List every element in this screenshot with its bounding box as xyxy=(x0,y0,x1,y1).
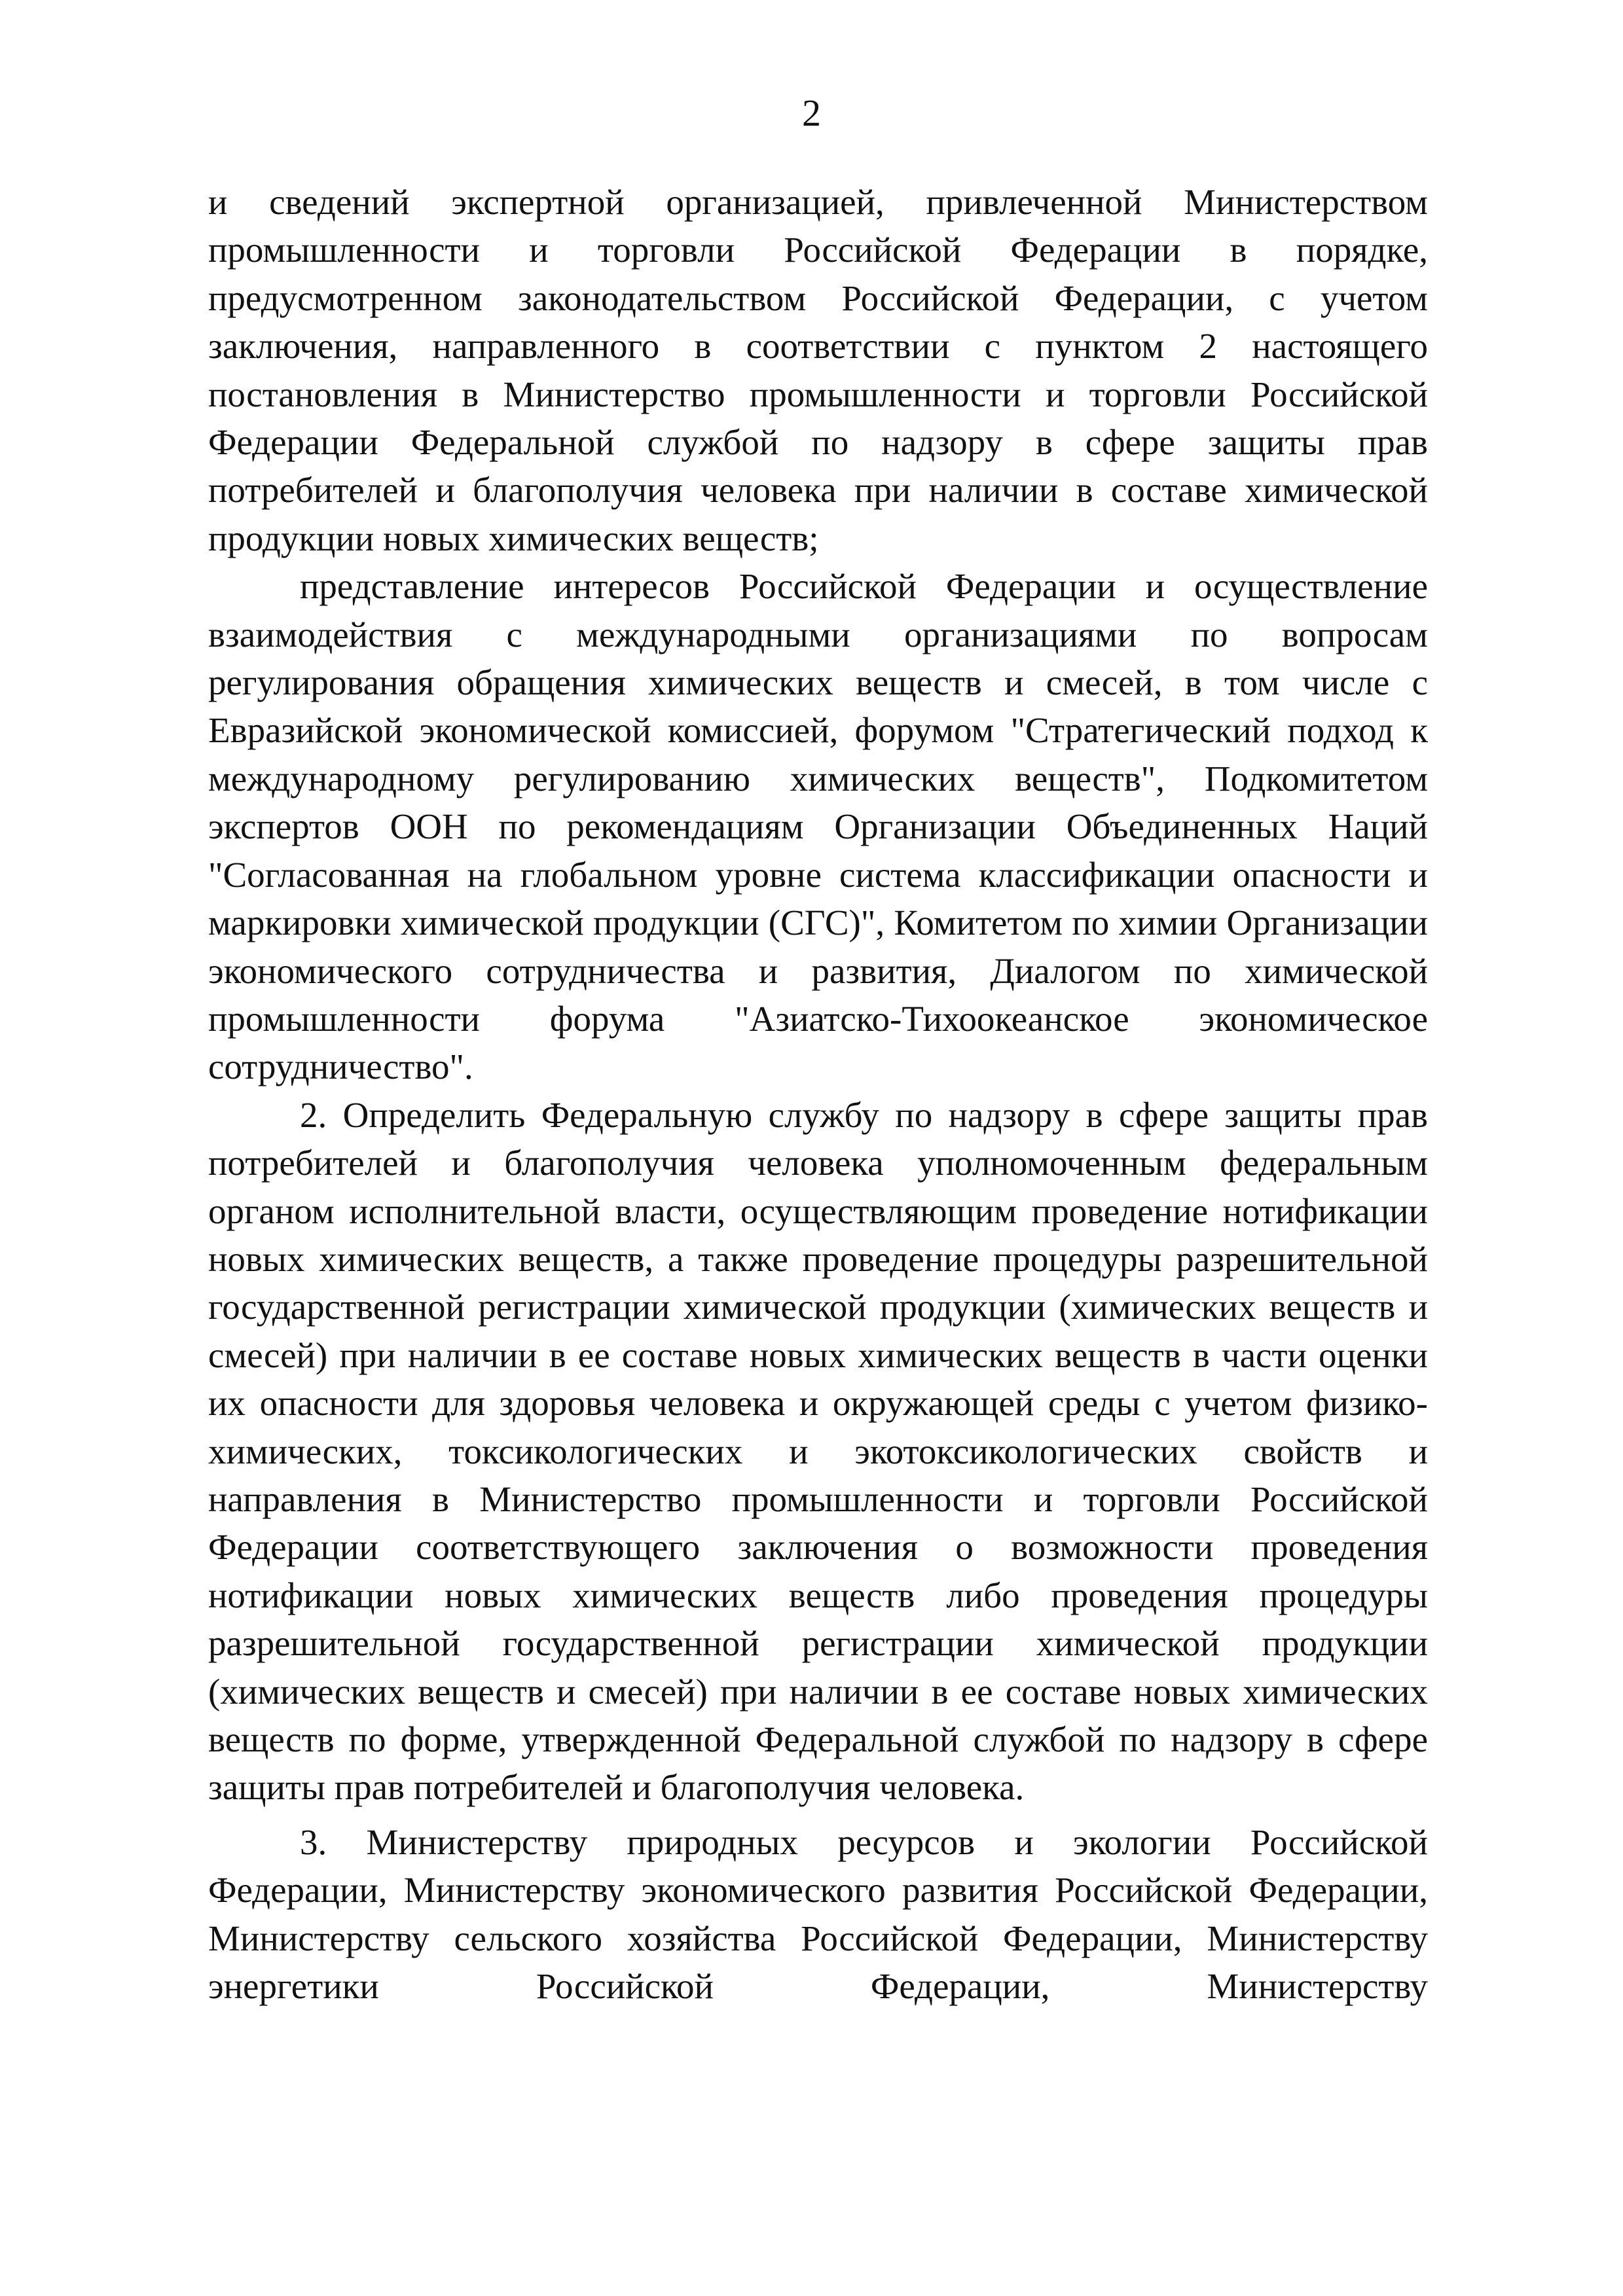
document-body xyxy=(208,178,1428,2010)
page-number: 2 xyxy=(802,92,821,134)
paragraph-continuation: и сведений экспертной организацией, привлеченной Министерством промышленности и торговли Российской Федерации в порядке, предусмотренном законодательством Российской Федерации, с учетом заключения, направленного в соответствии с пунктом 2 настоящего постановления в Министерство промышленности и торговли Российской Федерации Федеральной службой по надзору в сфере защиты прав потребителей и благополучия человека при наличии в составе химической продукции новых химических веществ; xyxy=(208,182,1428,558)
paragraph-international-cooperation: представление интересов Российской Федерации и осуществление взаимодействия с международными организациями по вопросам регулирования обращения химических веществ и смесей, в том числе с Евразийской экономической комиссией, форумом "Стратегический подход к международному регулированию химических веществ", Подкомитетом экспертов ООН по рекомендациям Организации Объединенных Наций "Согласованная на глобальном уровне система классификации опасности и маркировки химической продукции (СГС)", Комитетом по химии Организации экономического сотрудничества и развития, Диалогом по химической промышленности форума "Азиатско-Тихоокеанское экономическое сотрудничество". xyxy=(208,566,1428,1087)
paragraph-item-2: 2. Определить Федеральную службу по надзору в сфере защиты прав потребителей и благополучия человека уполномоченным федеральным органом исполнительной власти, осуществляющим проведение нотификации новых химических веществ, а также проведение процедуры разрешительной государственной регистрации химической продукции (химических веществ и смесей) при наличии в ее составе новых химических веществ в части оценки их опасности для здоровья человека и окружающей среды с учетом физико-химических, токсикологических и экотоксикологических свойств и направления в Министерство промышленности и торговли Российской Федерации соответствующего заключения о возможности проведения нотификации новых химических веществ либо проведения процедуры разрешительной государственной регистрации химической продукции (химических веществ и смесей) при наличии в ее составе новых химических веществ по форме, утвержденной Федеральной службой по надзору в сфере защиты прав потребителей и благополучия человека. xyxy=(208,1094,1428,1808)
paragraph-item-3: 3. Министерству природных ресурсов и экологии Российской Федерации, Министерству экономического развития Российской Федерации, Министерству сельского хозяйства Российской Федерации, Министерству энергетики Российской Федерации, Министерству xyxy=(208,1821,1428,2007)
